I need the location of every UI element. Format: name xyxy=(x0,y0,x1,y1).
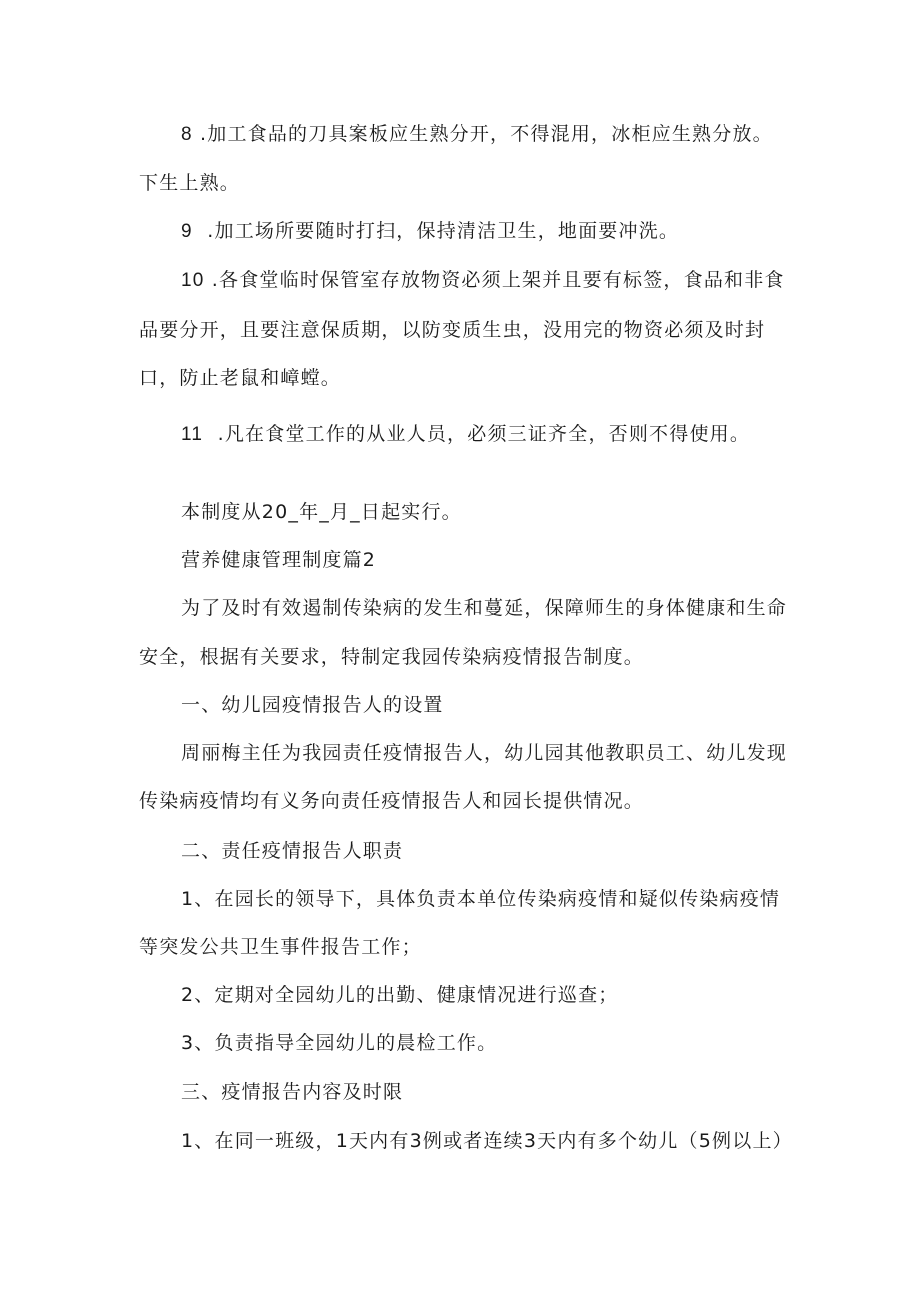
item-8-number: 8 xyxy=(181,124,193,145)
heading-2: 二、责任疫情报告人职责 xyxy=(181,840,404,862)
item-9-text: .加工场所要随时打扫，保持清洁卫生，地面要冲洗。 xyxy=(192,220,680,242)
item-10 xyxy=(181,268,785,293)
item-9 xyxy=(181,219,679,244)
duty-1-line-2: 等突发公共卫生事件报告工作； xyxy=(139,936,422,958)
item-8-text: .加工食品的刀具案板应生熟分开，不得混用，冰柜应生熟分放。 xyxy=(192,123,773,145)
duty-3: 3、负责指导全园幼儿的晨检工作。 xyxy=(181,1032,498,1054)
paragraph-1-line-1: 周丽梅主任为我园责任疫情报告人，幼儿园其他教职员工、幼儿发现 xyxy=(181,742,788,764)
item-11 xyxy=(181,422,750,447)
item-10-continuation-2: 口，防止老鼠和嶂螳。 xyxy=(139,367,342,389)
item-11-number: 11 xyxy=(181,424,204,445)
effective-date-statement: 本制度从20_年_月_日起实行。 xyxy=(181,501,462,523)
duty-2: 2、定期对全园幼儿的出勤、健康情况进行巡查； xyxy=(181,984,619,1006)
duty-1-line-1: 1、在园长的领导下，具体负责本单位传染病疫情和疑似传染病疫情 xyxy=(181,888,781,910)
heading-1: 一、幼儿园疫情报告人的设置 xyxy=(181,694,444,716)
item-10-text: .各食堂临时保管室存放物资必须上架并且要有标签，食品和非食 xyxy=(204,269,785,291)
heading-3: 三、疫情报告内容及时限 xyxy=(181,1081,404,1103)
item-10-number: 10 xyxy=(181,270,205,291)
item-10-continuation-1: 品要分开，且要注意保质期，以防变质生虫，没用完的物资必须及时封 xyxy=(139,319,766,341)
intro-line-1: 为了及时有效遏制传染病的发生和蔓延，保障师生的身体健康和生命 xyxy=(181,597,788,619)
report-item-1: 1、在同一班级，1天内有3例或者连续3天内有多个幼儿（5例以上） xyxy=(181,1130,793,1152)
item-11-text: .凡在食堂工作的从业人员，必须三证齐全，否则不得使用。 xyxy=(203,423,751,445)
item-8 xyxy=(181,122,773,147)
item-8-continuation: 下生上熟。 xyxy=(139,172,241,194)
section-title: 营养健康管理制度篇2 xyxy=(181,549,377,571)
intro-line-2: 安全，根据有关要求，特制定我园传染病疫情报告制度。 xyxy=(139,646,645,668)
item-9-number: 9 xyxy=(181,221,193,242)
paragraph-1-line-2: 传染病疫情均有义务向责任疫情报告人和园长提供情况。 xyxy=(139,790,645,812)
